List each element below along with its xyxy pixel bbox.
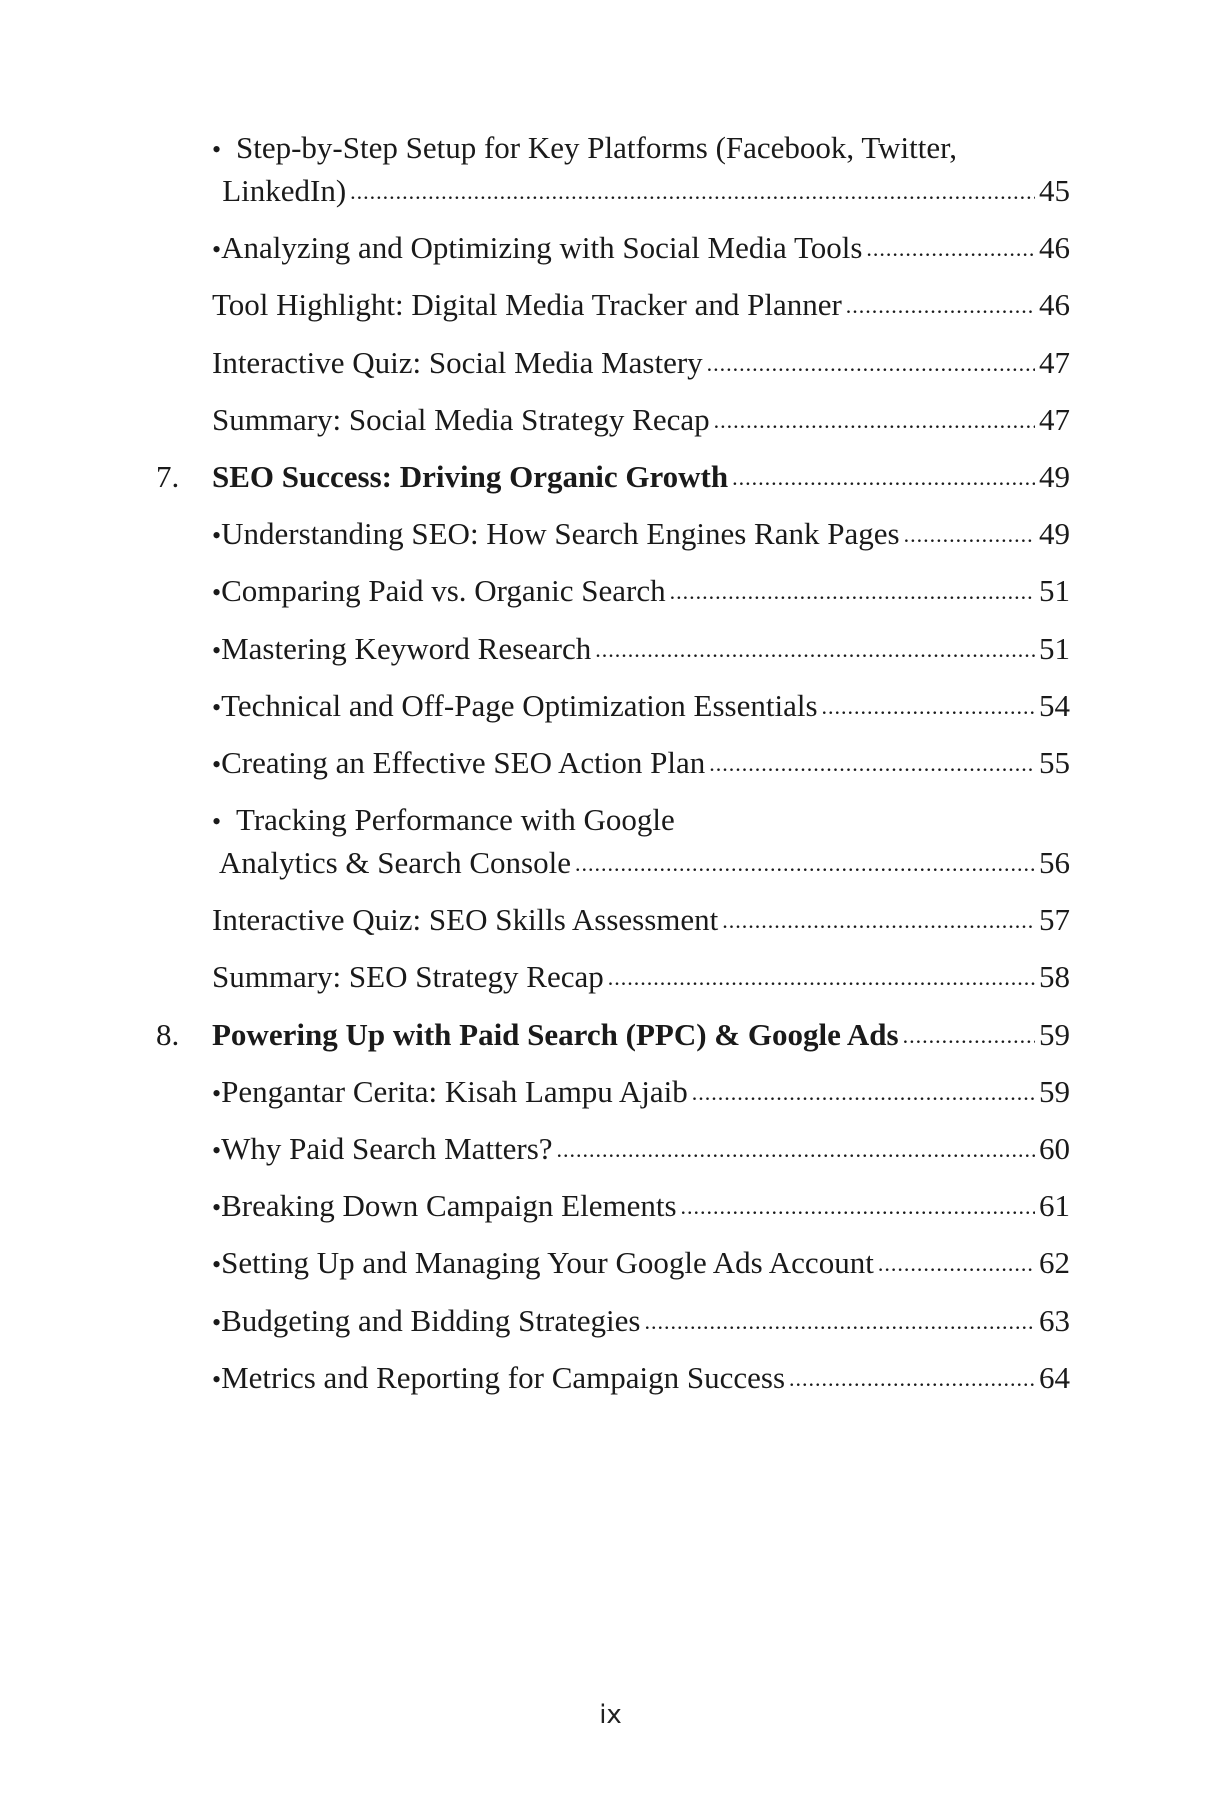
toc-subsection-entry[interactable]: [212, 123, 1070, 216]
bullet-icon: •: [212, 235, 222, 265]
entry-page-number: 47: [1039, 401, 1070, 437]
entry-title: Technical and Off-Page Optimization Essentials: [221, 687, 818, 723]
entry-title: Analytics & Search Console: [218, 845, 571, 881]
entry-page-number: 60: [1039, 1131, 1070, 1166]
entry-title: Mastering Keyword Research: [221, 630, 592, 666]
toc-subsection-entry[interactable]: [212, 1067, 1070, 1117]
entry-title: Step-by-Step Setup for Key Platforms (Facebook, Twitter,: [236, 130, 957, 165]
dot-leader: [692, 1065, 1035, 1118]
entry-title: Why Paid Search Matters?: [221, 1131, 553, 1166]
entry-title: Setting Up and Managing Your Google Ads Account: [221, 1245, 874, 1281]
entry-title: Tool Highlight: Digital Media Tracker and Planner: [212, 287, 842, 323]
toc-subsection-entry[interactable]: [212, 738, 1070, 788]
entry-page-number: 59: [1039, 1073, 1070, 1109]
dot-leader: [732, 450, 1035, 503]
chapter-number: 8.: [156, 1016, 180, 1052]
bullet-icon: •: [212, 749, 222, 779]
toc-section-entry[interactable]: [212, 895, 1070, 945]
entry-page-number: 61: [1039, 1188, 1070, 1224]
bullet-icon: •: [212, 1250, 222, 1280]
dot-leader: [350, 164, 1035, 217]
dot-leader: [557, 1122, 1035, 1175]
toc-chapter-entry[interactable]: [212, 452, 1070, 502]
chapter-number: 7.: [156, 458, 180, 494]
entry-page-number: 55: [1039, 744, 1070, 780]
toc-subsection-entry[interactable]: [212, 1181, 1070, 1231]
entry-title: Creating an Effective SEO Action Plan: [221, 744, 706, 780]
dot-leader: [644, 1294, 1035, 1347]
toc-chapter-entry[interactable]: [212, 1010, 1070, 1060]
dot-leader: [670, 564, 1035, 617]
dot-leader: [789, 1351, 1035, 1404]
toc-section-entry[interactable]: [212, 338, 1070, 388]
dot-leader: [903, 1008, 1035, 1061]
entry-title: Analyzing and Optimizing with Social Media Tools: [221, 230, 863, 266]
toc-subsection-entry[interactable]: [212, 624, 1070, 674]
toc-subsection-entry[interactable]: [212, 1238, 1070, 1288]
entry-page-number: 49: [1039, 458, 1070, 494]
toc-subsection-entry[interactable]: [212, 223, 1070, 273]
entry-page-number: 56: [1039, 845, 1070, 881]
entry-title: Understanding SEO: How Search Engines Rank Pages: [221, 516, 900, 552]
dot-leader: [722, 893, 1035, 946]
entry-page-number: 62: [1039, 1245, 1070, 1281]
toc-section-entry[interactable]: [212, 952, 1070, 1002]
toc-subsection-entry[interactable]: [212, 1353, 1070, 1403]
entry-title: Comparing Paid vs. Organic Search: [221, 573, 666, 609]
dot-leader: [608, 950, 1035, 1003]
entry-title: Breaking Down Campaign Elements: [221, 1188, 677, 1224]
dot-leader: [714, 393, 1035, 446]
entry-page-number: 51: [1039, 630, 1070, 666]
entry-page-number: 63: [1039, 1302, 1070, 1338]
entry-title: Summary: Social Media Strategy Recap: [212, 401, 710, 437]
entry-title: Summary: SEO Strategy Recap: [212, 959, 604, 995]
entry-page-number: 51: [1039, 573, 1070, 609]
entry-title: LinkedIn): [222, 173, 347, 208]
entry-title: SEO Success: Driving Organic Growth: [212, 458, 729, 494]
entry-title: Interactive Quiz: SEO Skills Assessment: [212, 902, 719, 938]
entry-title: Budgeting and Bidding Strategies: [221, 1302, 641, 1338]
dot-leader: [575, 836, 1035, 889]
bullet-icon: •: [212, 1307, 222, 1337]
bullet-icon: •: [212, 692, 222, 722]
entry-title: Pengantar Cerita: Kisah Lampu Ajaib: [221, 1073, 688, 1109]
entry-page-number: 54: [1039, 687, 1070, 723]
dot-leader: [904, 507, 1035, 560]
entry-page-number: 57: [1039, 902, 1070, 938]
bullet-icon: •: [212, 1136, 222, 1165]
page-number-footer: ix: [599, 1700, 622, 1730]
bullet-icon: •: [212, 807, 222, 837]
dot-leader: [707, 336, 1035, 389]
toc-section-entry[interactable]: [212, 395, 1070, 445]
dot-leader: [866, 221, 1035, 274]
dot-leader: [595, 622, 1035, 675]
toc-subsection-entry[interactable]: [212, 1296, 1070, 1346]
toc-subsection-entry[interactable]: [212, 1124, 1070, 1174]
dot-leader: [709, 736, 1035, 789]
toc-subsection-entry[interactable]: [212, 509, 1070, 559]
entry-page-number: 58: [1039, 959, 1070, 995]
bullet-icon: •: [212, 578, 222, 608]
dot-leader: [846, 278, 1035, 331]
entry-page-number: 49: [1039, 516, 1070, 552]
toc-subsection-entry[interactable]: [212, 681, 1070, 731]
bullet-icon: •: [212, 1364, 222, 1394]
dot-leader: [822, 679, 1035, 732]
entry-page-number: 46: [1039, 287, 1070, 323]
entry-title: Interactive Quiz: Social Media Mastery: [212, 344, 703, 380]
entry-page-number: 47: [1039, 344, 1070, 380]
bullet-icon: •: [212, 1193, 222, 1223]
toc-section-entry[interactable]: [212, 280, 1070, 330]
bullet-icon: •: [212, 135, 222, 164]
entry-page-number: 45: [1039, 173, 1070, 208]
entry-page-number: 64: [1039, 1359, 1070, 1395]
entry-page-number: 46: [1039, 230, 1070, 266]
entry-page-number: 59: [1039, 1016, 1070, 1052]
entry-title: Tracking Performance with Google: [236, 802, 675, 838]
toc-subsection-entry[interactable]: [212, 795, 1070, 888]
bullet-icon: •: [212, 521, 222, 551]
bullet-icon: •: [212, 1078, 222, 1108]
toc-subsection-entry[interactable]: [212, 566, 1070, 616]
dot-leader: [878, 1236, 1035, 1289]
entry-title: Powering Up with Paid Search (PPC) & Google Ads: [212, 1016, 899, 1052]
dot-leader: [681, 1179, 1035, 1232]
bullet-icon: •: [212, 635, 222, 665]
entry-title: Metrics and Reporting for Campaign Success: [221, 1359, 786, 1395]
